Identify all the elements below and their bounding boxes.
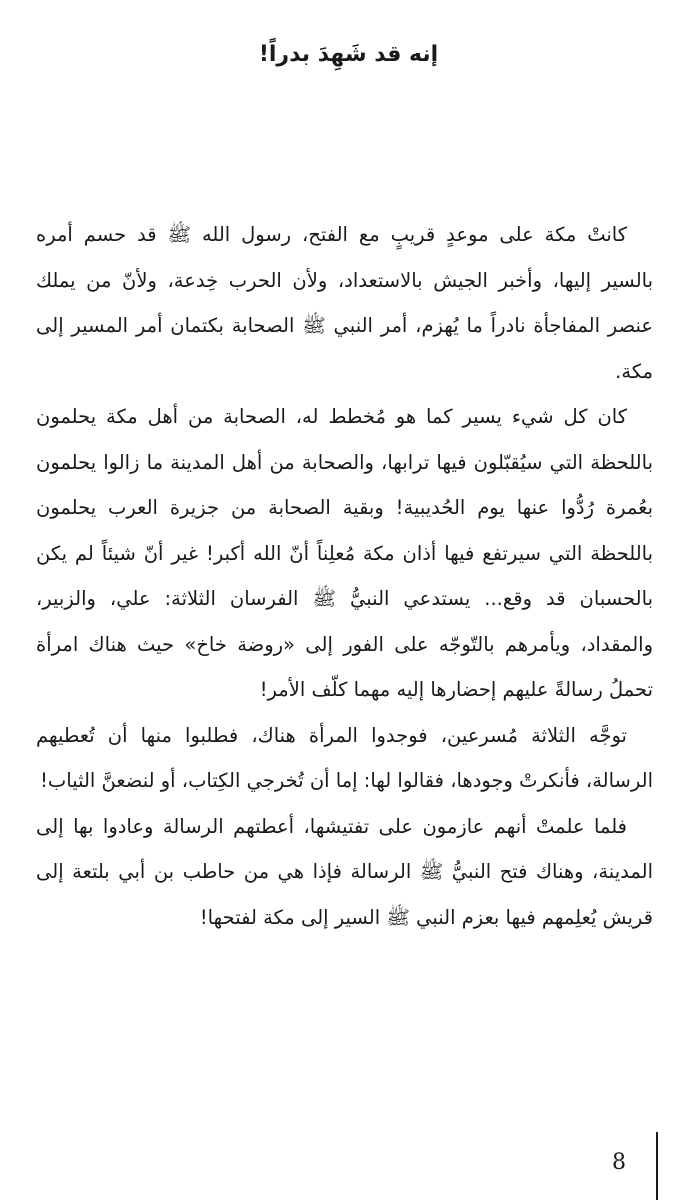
paragraph-3: توجَّه الثلاثة مُسرعين، فوجدوا المرأة هناك، فطلبوا منها أن تُعطيهم الرسالة، فأنكرتْ وجودها، فقالوا لها: إما أن تُخرجي الكِتاب، أو لنضعنَّ الثياب! bbox=[36, 723, 653, 792]
page-number: 8 bbox=[612, 1150, 626, 1175]
paragraph-2: كان كل شيء يسير كما هو مُخطط له، الصحابة من أهل مكة يحلمون باللحظة التي سيُقبّلون فيها ترابها، والصحابة من أهل المدينة ما زالوا يحلمون بعُمرة رُدُّوا عنها يوم الحُديبية! وبقية الصحابة من جزيرة العرب يحلمون باللحظة التي سيرتفع فيها أذان مكة مُعلِناً أنّ الله أكبر! غير أنّ شيئاً لم يكن بالحسبان قد وقع... يستدعي النبيُّ ﷺ الفرسان الثلاثة: علي، والزبير، والمقداد، ويأمرهم بالتّوجّه على الفور إلى «روضة خاخ» حيث هناك امرأة تحملُ رسالةً عليهم إحضارها إليه مهما كلّف الأمر! bbox=[36, 405, 653, 701]
chapter-title: إنه قد شَهِدَ بدراً! bbox=[258, 41, 439, 67]
paragraph-1: كانتْ مكة على موعدٍ قريبٍ مع الفتح، رسول الله ﷺ قد حسم أمره بالسير إليها، وأخبر الجيش بالاستعداد، ولأن الحرب خِدعة، ولأنّ من يملك عنصر المفاجأة نادراً ما يُهزم، أمر النبي ﷺ الصحابة بكتمان أمر المسير إلى مكة. bbox=[36, 223, 653, 383]
body-text bbox=[36, 212, 653, 940]
page-margin-rule bbox=[656, 1132, 658, 1200]
paragraph-4: فلما علمتْ أنهم عازمون على تفتيشها، أعطتهم الرسالة وعادوا بها إلى المدينة، وهناك فتح النبيُّ ﷺ الرسالة فإذا هي من حاطب بن أبي بلتعة إلى قريش يُعلِمهم فيها بعزم النبي ﷺ السير إلى مكة لفتحها! bbox=[36, 814, 653, 929]
